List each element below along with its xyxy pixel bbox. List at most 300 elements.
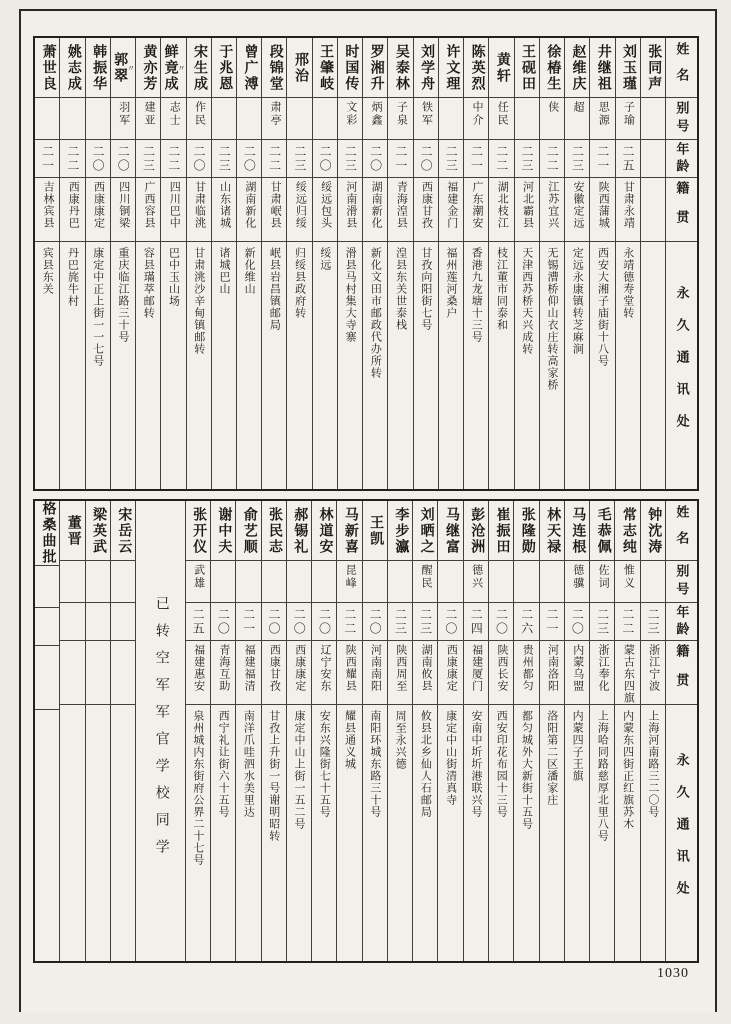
name-cell [388,38,412,98]
age-cell-text: 二〇 [368,607,383,636]
name-cell-text: 张隆勋 [519,506,535,555]
alias-cell [187,98,211,140]
address-cell [540,705,564,961]
age-cell-text: 二〇 [242,144,257,173]
name-cell-text: 谢中夫 [216,506,232,555]
name-cell-text: 许文理 [444,43,460,92]
address-cell [489,242,513,489]
name-cell [237,38,261,98]
person-column [111,38,136,489]
age-cell [363,603,387,641]
native-place-cell-text: 湖南新化 [243,181,256,229]
address-cell-text: 天津西苏桥天兴成转 [520,247,533,355]
header-address-label: 永久通讯处 [674,753,690,913]
alias-cell-text: 超 [571,101,584,114]
alias-cell-text: 羽军 [117,101,130,127]
native-place-cell [540,178,564,242]
name-cell [590,501,614,561]
native-place-cell [60,178,84,242]
name-cell [489,38,513,98]
person-column [86,38,111,489]
alias-cell-text: 醒民 [420,564,433,590]
header-alias-label: 别号 [674,563,690,600]
address-cell [60,705,84,961]
age-cell [262,603,286,641]
address-cell [287,705,311,961]
age-cell-text: 二一 [40,144,55,173]
name-cell-text: 邢治 [292,51,308,84]
header-address-label: 永久通讯处 [674,285,690,446]
address-cell [616,242,640,489]
name-cell [262,501,286,561]
alias-cell-text: 中介 [471,101,484,127]
address-cell-text: 永靖德寿堂转 [621,247,634,319]
alias-cell [388,561,412,603]
alias-cell [186,561,210,603]
address-cell [161,242,185,489]
native-place-cell [312,641,336,705]
address-cell-text: 诸城巴山 [217,247,230,295]
native-place-cell-text: 河南洛阳 [546,644,559,692]
address-cell-text: 康定中山街清真寺 [444,710,457,806]
address-cell [414,242,438,489]
name-cell [489,501,513,561]
alias-cell [464,561,488,603]
alias-cell-text: 德兴 [470,564,483,590]
person-column [312,501,337,961]
header-name [666,501,697,561]
native-place-cell [186,641,210,705]
alias-cell [237,98,261,140]
age-cell-text: 二一 [393,144,408,173]
person-column [287,38,312,489]
address-cell-text: 康定中正上街一一七号 [91,247,104,367]
alias-cell [514,561,538,603]
name-cell [540,38,564,98]
alias-cell [262,561,286,603]
age-cell [161,140,185,178]
name-cell-text: 刘玉瑾 [620,43,636,92]
address-cell [641,242,665,489]
alias-cell [540,561,564,603]
address-cell-text: 湟县东关世泰栈 [394,247,407,331]
address-cell-text: 甘肃洮沙辛甸镇邮转 [192,247,205,355]
native-place-cell-text: 福建福清 [243,644,256,692]
age-cell-text: 二二 [494,144,509,173]
person-column [186,501,211,961]
alias-cell [86,561,110,603]
person-column [439,38,464,489]
name-cell [438,501,462,561]
native-place-cell [111,641,135,705]
name-cell-text: 黄亦芳 [141,43,157,92]
native-place-cell-text: 湖南新化 [370,181,383,229]
alias-cell [565,561,589,603]
name-cell [388,501,412,561]
alias-cell-text: 侠 [546,101,559,114]
header-alias [666,98,697,140]
native-place-cell-text: 陕西周至 [394,644,407,692]
age-cell [565,603,589,641]
address-cell-text: 新化维山 [243,247,256,295]
alias-cell-text: 炳鑫 [370,101,383,127]
person-column [388,38,413,489]
address-cell [590,705,614,961]
native-place-cell-text: 河南南阳 [369,644,382,692]
age-cell-text: 二〇 [317,607,332,636]
alias-cell-text: 肃亭 [269,101,282,127]
alias-cell [35,566,59,608]
address-cell [464,242,488,489]
native-place-cell-text: 绥远归绥 [294,181,307,229]
address-cell [312,705,336,961]
address-cell-text: 岷县岩昌镇邮局 [268,247,281,331]
age-cell [313,140,337,178]
address-cell-text: 洛阳第二区潘家庄 [545,710,558,806]
address-cell-text: 甘孜上升街一号谢明昭转 [267,710,280,842]
age-cell-text: 二二 [342,607,357,636]
name-cell-text: 董晋 [65,514,81,547]
address-cell-text: 安东兴隆街七十五号 [318,710,331,818]
age-cell-text: 二二 [620,607,635,636]
name-cell [86,38,110,98]
address-cell-text: 攸县北乡仙人石邮局 [419,710,432,818]
address-cell [287,242,311,489]
alias-cell [388,98,412,140]
name-cell-text: 王肇岐 [318,43,334,92]
native-place-cell [287,641,311,705]
age-cell-text: 二三 [570,144,585,173]
address-cell-text: 福州莲河桑户 [445,247,458,319]
native-place-cell-text: 青海湟县 [395,181,408,229]
native-place-cell-text: 四川巴中 [168,181,181,229]
alias-cell [60,98,84,140]
alias-cell [313,98,337,140]
note-cell [136,501,185,961]
age-cell [186,603,210,641]
name-cell [161,38,185,98]
native-place-cell-text: 福建惠安 [192,644,205,692]
person-column [211,501,236,961]
person-column [388,501,413,961]
age-cell-text: 二〇 [266,607,281,636]
address-cell [111,242,135,489]
name-cell-text: 刘晒之 [418,506,434,555]
address-cell [514,705,538,961]
age-cell-text: 二一 [469,144,484,173]
age-cell [641,603,665,641]
age-cell-text: 二〇 [191,144,206,173]
name-cell-text: 俞艺顺 [241,506,257,555]
name-cell [338,38,362,98]
address-cell-text: 西安大湘子庙街十八号 [596,247,609,367]
native-place-cell [313,178,337,242]
person-column [363,38,388,489]
name-cell [35,38,59,98]
age-cell [287,140,311,178]
age-cell-text: 二一 [595,144,610,173]
alias-cell [590,98,614,140]
age-cell [287,603,311,641]
native-place-cell-text: 甘肃永靖 [622,181,635,229]
person-column [413,501,438,961]
alias-cell [615,561,639,603]
name-cell [514,501,538,561]
age-cell [237,140,261,178]
native-place-cell-text: 山东诸城 [218,181,231,229]
address-cell [515,242,539,489]
person-column [237,38,262,489]
alias-cell [464,98,488,140]
name-cell [111,38,135,98]
age-cell [111,140,135,178]
address-cell [211,705,235,961]
age-cell-text: 二二 [65,144,80,173]
address-cell-text: 无锡漕桥仰山衣庄转高家桥 [545,247,558,391]
native-place-cell [413,641,437,705]
address-cell [464,705,488,961]
name-cell-text: 宋岳云 [116,506,132,555]
age-cell-text: 二〇 [216,607,231,636]
age-cell-text: 二三 [646,607,661,636]
address-cell [60,242,84,489]
native-place-cell [464,641,488,705]
person-column [464,501,489,961]
name-cell-text: 梁英武 [91,506,107,555]
age-cell [211,603,235,641]
age-cell-text: 二〇 [368,144,383,173]
address-cell [615,705,639,961]
name-cell [439,38,463,98]
native-place-cell [211,641,235,705]
age-cell-text: 二一 [545,607,560,636]
person-column [363,501,388,961]
person-column [438,501,463,961]
name-cell [187,38,211,98]
native-place-cell-text: 甘肃临洮 [193,181,206,229]
header-address [666,242,697,489]
alias-cell [211,561,235,603]
alias-cell [489,561,513,603]
address-cell [136,242,160,489]
age-cell-text: 二五 [620,144,635,173]
name-cell-text: 宋生成 [192,43,207,92]
age-cell [438,603,462,641]
alias-cell [161,98,185,140]
alias-cell [111,561,135,603]
age-cell [615,603,639,641]
age-cell-text: 二二 [267,144,282,173]
name-cell-text: 郭翠 [112,51,128,84]
native-place-cell-text: 湖南攸县 [420,644,433,692]
alias-cell [590,561,614,603]
name-cell [236,501,260,561]
alias-cell [616,98,640,140]
age-cell-text: 二三 [292,144,307,173]
address-cell-text: 重庆临江路三十号 [117,247,129,343]
native-place-cell [489,178,513,242]
native-place-cell-text: 绥远包头 [319,181,332,229]
alias-cell [337,561,361,603]
age-cell-text: 二二 [545,144,560,173]
age-cell [60,603,84,641]
age-cell [590,603,614,641]
register-table-bottom [33,499,699,963]
address-cell [236,705,260,961]
address-cell [86,705,110,961]
alias-cell [439,98,463,140]
native-place-cell [414,178,438,242]
person-column [615,501,640,961]
age-cell [464,603,488,641]
name-cell [615,501,639,561]
native-place-cell [262,178,286,242]
alias-cell [338,98,362,140]
header-native-label: 籍贯 [674,643,690,702]
age-cell-text: 二三 [520,144,534,173]
age-cell [515,140,539,178]
name-cell-text: 曾广溥 [242,43,258,92]
person-column [337,501,362,961]
name-cell [337,501,361,561]
age-cell [388,140,412,178]
alias-cell [287,561,311,603]
age-cell-text: 二〇 [419,144,434,173]
address-cell [540,242,564,489]
age-cell [363,140,387,178]
name-cell-text: 吴泰林 [393,43,409,92]
person-column [590,38,615,489]
name-cell-text: 鲜竟成 [162,43,178,92]
native-place-cell-text: 西康康定 [293,644,306,692]
person-column [60,501,85,961]
name-cell [86,501,110,561]
address-cell [262,242,286,489]
native-place-cell-text: 四川铜梁 [117,181,130,229]
header-name-label: 姓名 [674,41,690,94]
native-place-cell-text: 内蒙乌盟 [571,644,584,692]
native-place-cell [35,178,59,242]
native-place-cell-text: 西康甘孜 [268,644,281,692]
name-cell [136,38,160,98]
native-place-cell-text: 陕西长安 [495,644,508,692]
name-cell-text: 马连根 [570,506,586,555]
age-cell-text: 二六 [519,607,534,636]
age-cell [60,140,84,178]
name-cell [60,38,84,98]
age-cell [590,140,614,178]
alias-cell [212,98,236,140]
name-cell-text: 王凯 [368,514,384,547]
name-cell [413,501,437,561]
age-cell-text: 二三 [444,144,459,173]
native-place-cell-text: 河北霸县 [521,181,534,229]
person-column [515,38,540,489]
age-cell-text: 二三 [595,607,610,636]
alias-cell-text: 子泉 [395,101,408,127]
note-text: 已转空军军官学校同学 [153,596,169,866]
age-cell [236,603,260,641]
address-cell-text: 南阳环城东路三十号 [368,710,381,818]
native-place-cell-text: 西康甘孜 [420,181,433,229]
header-age-label: 年龄 [674,141,690,176]
alias-cell-text: 惟义 [622,564,635,590]
address-cell-text: 康定中山上街一五二号 [292,710,305,830]
native-place-cell-text: 福建厦门 [470,644,483,692]
native-place-cell-text: 河南滑县 [344,181,357,229]
address-cell [35,242,59,489]
person-column [60,38,85,489]
age-cell [338,140,362,178]
name-cell [287,38,311,98]
native-place-cell [565,178,589,242]
address-cell [186,705,210,961]
address-cell-text: 内蒙四子王旗 [571,710,584,782]
header-column [666,38,697,489]
native-place-cell [438,641,462,705]
name-cell-text: 张开仪 [191,506,207,555]
name-cell [363,38,387,98]
address-cell [388,242,412,489]
person-column [540,38,565,489]
alias-cell [515,98,539,140]
alias-cell [489,98,513,140]
native-place-cell [515,178,539,242]
name-cell [616,38,640,98]
native-place-cell-text: 浙江宁波 [647,644,660,692]
native-place-cell [616,178,640,242]
header-native [666,641,697,705]
address-cell-text: 宾县东关 [41,247,54,295]
native-place-cell-text: 浙江奉化 [597,644,610,692]
age-cell [439,140,463,178]
name-cell-text: 韩振华 [91,43,107,92]
person-column [590,501,615,961]
name-cell [212,38,236,98]
name-cell-text: 崔振田 [494,506,510,555]
name-cell [186,501,210,561]
header-age [666,140,697,178]
header-alias [666,561,697,603]
age-cell-text: 二五 [191,607,206,636]
name-cell [262,38,286,98]
alias-cell [262,98,286,140]
age-cell [35,140,59,178]
address-cell-text: 绥远 [318,247,331,271]
address-cell [35,710,59,961]
native-place-cell [237,178,261,242]
age-cell [641,140,665,178]
header-age [666,603,697,641]
native-place-cell [136,178,160,242]
person-column [616,38,641,489]
name-cell-text: 钟沈涛 [646,506,662,555]
address-cell [337,705,361,961]
alias-cell-text: 德骥 [571,564,584,590]
age-cell [514,603,538,641]
person-column [136,38,161,489]
address-cell-text: 定远永康镇转芝麻涧 [571,247,584,355]
person-column [111,501,136,961]
alias-cell [363,98,387,140]
address-cell-text: 新化文田市邮政代办所转 [369,247,382,379]
address-cell-text: 丹巴旄牛村 [66,247,79,307]
alias-cell-text: 任民 [496,101,509,127]
header-alias-label: 别号 [674,100,690,137]
name-cell [287,501,311,561]
name-cell [641,38,665,98]
person-column [489,501,514,961]
